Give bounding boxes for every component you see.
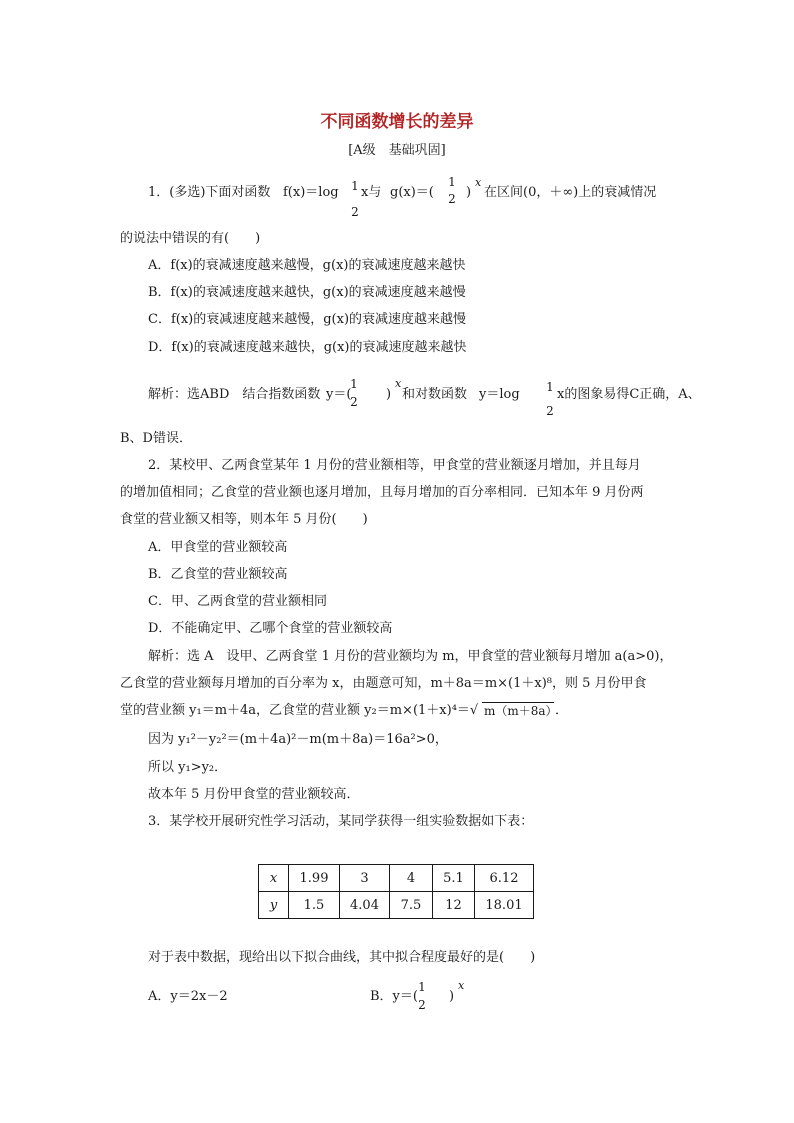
data-table xyxy=(258,864,534,919)
q1-line2: 的说法中错误的有( ) xyxy=(120,231,261,246)
q2-solution-3c: ． xyxy=(555,703,569,718)
q1-solution-c: ) xyxy=(386,387,392,402)
q2-solution-3a: 堂的营业额 y₁＝m＋4a，乙食堂的营业额 y₂＝m×(1＋x)⁴＝√ xyxy=(120,703,479,718)
q3-frac-den: 2 xyxy=(418,998,426,1012)
table-cell: 12 xyxy=(433,892,475,919)
q1-solution-line2: B、D错误． xyxy=(120,431,192,446)
q3-question: 对于表中数据，现给出以下拟合曲线，其中拟合程度最好的是( ) xyxy=(148,950,536,965)
q3-option-a: A．y＝2x－2 xyxy=(148,989,228,1004)
q1-line1-c: x与 xyxy=(361,185,382,200)
q1-solution-e: y＝log xyxy=(479,387,520,402)
table-cell: 7.5 xyxy=(390,892,433,919)
q2-option-a: A．甲食堂的营业额较高 xyxy=(148,540,288,555)
q1-solution-b: y＝( xyxy=(326,387,352,402)
table-cell: 6.12 xyxy=(475,865,534,892)
q1-frac2-num: 1 xyxy=(448,175,456,189)
q3-option-b-exp: x xyxy=(458,979,465,992)
table-cell: 4 xyxy=(390,865,433,892)
q1-line1-b: f(x)＝log xyxy=(283,185,339,200)
q3-option-b-close: ) xyxy=(449,989,455,1004)
table-cell: x xyxy=(259,865,289,892)
q1-option-d: D．f(x)的衰减速度越来越快，g(x)的衰减速度越来越快 xyxy=(148,340,467,355)
table-cell: 18.01 xyxy=(475,892,534,919)
q1-solution-a: 解析：选ABD 结合指数函数 xyxy=(148,387,321,402)
q2-solution-3b: m（m＋8a） xyxy=(484,704,558,718)
q1-sol-frac1-num: 1 xyxy=(350,377,358,391)
q1-option-b: B．f(x)的衰减速度越来越快，g(x)的衰减速度越来越慢 xyxy=(148,285,466,300)
q1-sol-exp: x xyxy=(395,377,402,390)
table-cell: 1.5 xyxy=(289,892,340,919)
q1-sol-frac2-den: 2 xyxy=(546,404,554,418)
table-cell: 4.04 xyxy=(340,892,390,919)
table-cell: y xyxy=(259,892,289,919)
q2-line2: 的增加值相同；乙食堂的营业额也逐月增加，且每月增加的百分率相同．已知本年 9 月份两 xyxy=(120,485,644,500)
q1-frac2-den: 2 xyxy=(448,192,456,206)
q2-option-c: C．甲、乙两食堂的营业额相同 xyxy=(148,594,327,609)
table-cell: 1.99 xyxy=(289,865,340,892)
q1-solution-d: 和对数函数 xyxy=(402,387,468,402)
q1-line1-d: g(x)＝( xyxy=(390,185,434,200)
table-row xyxy=(259,865,534,892)
q2-solution-1: 解析：选 A 设甲、乙两食堂 1 月份的营业额均为 m，甲食堂的营业额每月增加 a(a>0)， xyxy=(148,649,673,664)
q1-sol-frac1-den: 2 xyxy=(350,395,358,409)
q2-solution-4: 因为 y₁²－y₂²＝(m＋4a)²－m(m＋8a)＝16a²>0， xyxy=(148,732,448,747)
q2-solution-2: 乙食堂的营业额每月增加的百分率为 x，由题意可知，m＋8a＝m×(1＋x)⁸，则 5 月份甲食 xyxy=(120,676,647,691)
q1-line1-f: 在区间(0，＋∞)上的衰减情况 xyxy=(484,185,657,200)
q2-solution-6: 故本年 5 月份甲食堂的营业额较高． xyxy=(148,787,360,802)
q1-option-c: C．f(x)的衰减速度越来越慢，g(x)的衰减速度越来越慢 xyxy=(148,312,467,327)
q1-frac1-den: 2 xyxy=(351,205,359,219)
table-cell: 3 xyxy=(340,865,390,892)
q2-option-d: D．不能确定甲、乙哪个食堂的营业额较高 xyxy=(148,621,393,636)
table-cell: 5.1 xyxy=(433,865,475,892)
q2-option-b: B．乙食堂的营业额较高 xyxy=(148,567,288,582)
q2-line1: 2．某校甲、乙两食堂某年 1 月份的营业额相等，甲食堂的营业额逐月增加，并且每月 xyxy=(148,458,641,473)
q1-sol-frac2-num: 1 xyxy=(546,380,554,394)
q3-frac-num: 1 xyxy=(418,980,426,994)
q2-line3: 食堂的营业额又相等，则本年 5 月份( ) xyxy=(120,512,368,527)
q1-option-a: A．f(x)的衰减速度越来越慢，g(x)的衰减速度越来越快 xyxy=(148,258,466,273)
section-level: [A级 基础巩固] xyxy=(348,143,446,158)
q2-solution-5: 所以 y₁>y₂． xyxy=(148,760,228,775)
q1-line1-e: ) xyxy=(466,185,472,200)
q3-intro: 3．某学校开展研究性学习活动，某同学获得一组实验数据如下表： xyxy=(148,814,534,829)
q1-frac1-num: 1 xyxy=(351,179,359,193)
q3-option-b: B．y＝( xyxy=(370,989,418,1004)
table-row xyxy=(259,892,534,919)
page-title: 不同函数增长的差异 xyxy=(320,112,474,132)
q1-solution-f: x的图象易得C正确，A、 xyxy=(557,387,701,402)
q1-line1-a: 1．(多选)下面对函数 xyxy=(148,185,271,200)
q1-exp: x xyxy=(475,176,482,189)
